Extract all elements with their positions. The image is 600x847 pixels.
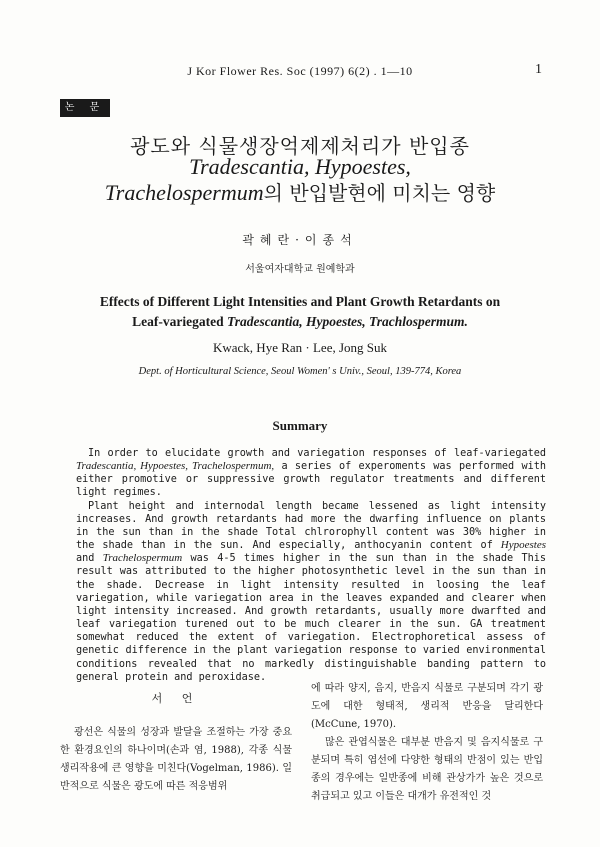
abstract-genus: Hypoestes (500, 539, 546, 552)
abstract-text: was 4-5 times higher in the sun than in the shade This result was attributed to the higher photosynthetic level in the sun than in the shade. Decrease in light intensity resulted in loosing the leaf variegation, while variegation area in the leaves expanded and clearer when light intensity increased. And growth retardants, usually more dwarfted and leaf variegation turened out to be much clearer in the sun. GA treatment somewhat reduced the extent of variegation. Electrophoretical assess of genetic difference in the plant variegation response to varied environmental conditions revealed that no markedly distinguishable banding pattern to general protein and peroxidase. (76, 553, 546, 683)
section-tag: 논 문 (60, 99, 110, 117)
abstract-paragraph-1 (76, 447, 546, 500)
title-english (0, 292, 600, 332)
running-head: J Kor Flower Res. Soc (1997) 6(2) . 1—10 (187, 64, 413, 78)
summary-heading: Summary (272, 418, 328, 433)
authors-korean: 곽혜란·이종석 (242, 233, 358, 247)
title-korean-line3: 의 반입발현에 미치는 영향 (263, 181, 496, 205)
abstract-text: In order to elucidate growth and variegation responses of leaf-variegated (88, 448, 546, 459)
authors-english: Kwack, Hye Ran · Lee, Jong Suk (212, 340, 387, 355)
page-number: 1 (535, 62, 542, 77)
title-line3 (0, 177, 600, 206)
intro-right-column (311, 680, 543, 806)
intro-paragraph: 많은 관엽식물은 대부분 반음지 및 음지식물로 구분되며 특히 엽선에 다양한 형태의 반점이 있는 반입종의 경우에는 일반종에 비해 관상가가 높은 것으로 취급되고 있고 이들은 대개가 유전적인 것 (311, 737, 543, 802)
title-english-line1: Effects of Different Light Intensities and Plant Growth Retardants on (99, 294, 501, 309)
abstract-text: a series of experoments was performed with either promotive or suppressive growth regulator treatments and different light regimes. (76, 461, 546, 499)
abstract-text: and (76, 553, 103, 565)
abstract (76, 447, 546, 684)
abstract-text: Plant height and internodal length became lessened as light intensity increases. And growth retardants had more the dwarfing influence on plants in the sun than in the shade Total chlrorophyll content was 30% higher in the shade than in the sun. And especially, anthocyanin content of (76, 500, 546, 552)
title-english-prefix: Leaf-variegated (132, 314, 227, 329)
intro-left-column (60, 680, 292, 796)
abstract-genus: Trachelospermum (102, 552, 183, 565)
title-genus: Trachelospermum (104, 180, 264, 205)
intro-paragraph: 에 따라 양지, 음지, 반음지 식물로 구분되며 각기 광도에 대한 형태적, 생리적 반응을 달리한다 (McCune, 1970). (311, 683, 543, 730)
title-korean-line1: 광도와 식물생장억제제처리가 반입종 (130, 134, 470, 158)
abstract-genera: Tradescantia, Hypoestes, Trachelospermum, (76, 460, 275, 473)
title-latin-line2: Tradescantia, Hypoestes, (189, 154, 411, 179)
intro-paragraph: 광선은 식물의 성장과 발달을 조절하는 가장 중요한 환경요인의 하나이며(손과 염, 1988), 각종 식물생리작용에 큰 영향을 미친다(Vogelman, 1986). 일반적으로 식물은 광도에 따른 적응범위 (60, 727, 292, 792)
intro-heading: 서 언 (151, 692, 201, 705)
affiliation-korean: 서울여자대학교 원예학과 (245, 264, 355, 275)
abstract-paragraph-2 (76, 500, 546, 684)
title-english-line2 (0, 312, 600, 332)
affiliation-english: Dept. of Horticultural Science, Seoul Women' s Univ., Seoul, 139-774, Korea (138, 366, 462, 377)
title-english-genera: Tradescantia, Hypoestes, Trachlospermum. (226, 314, 468, 329)
